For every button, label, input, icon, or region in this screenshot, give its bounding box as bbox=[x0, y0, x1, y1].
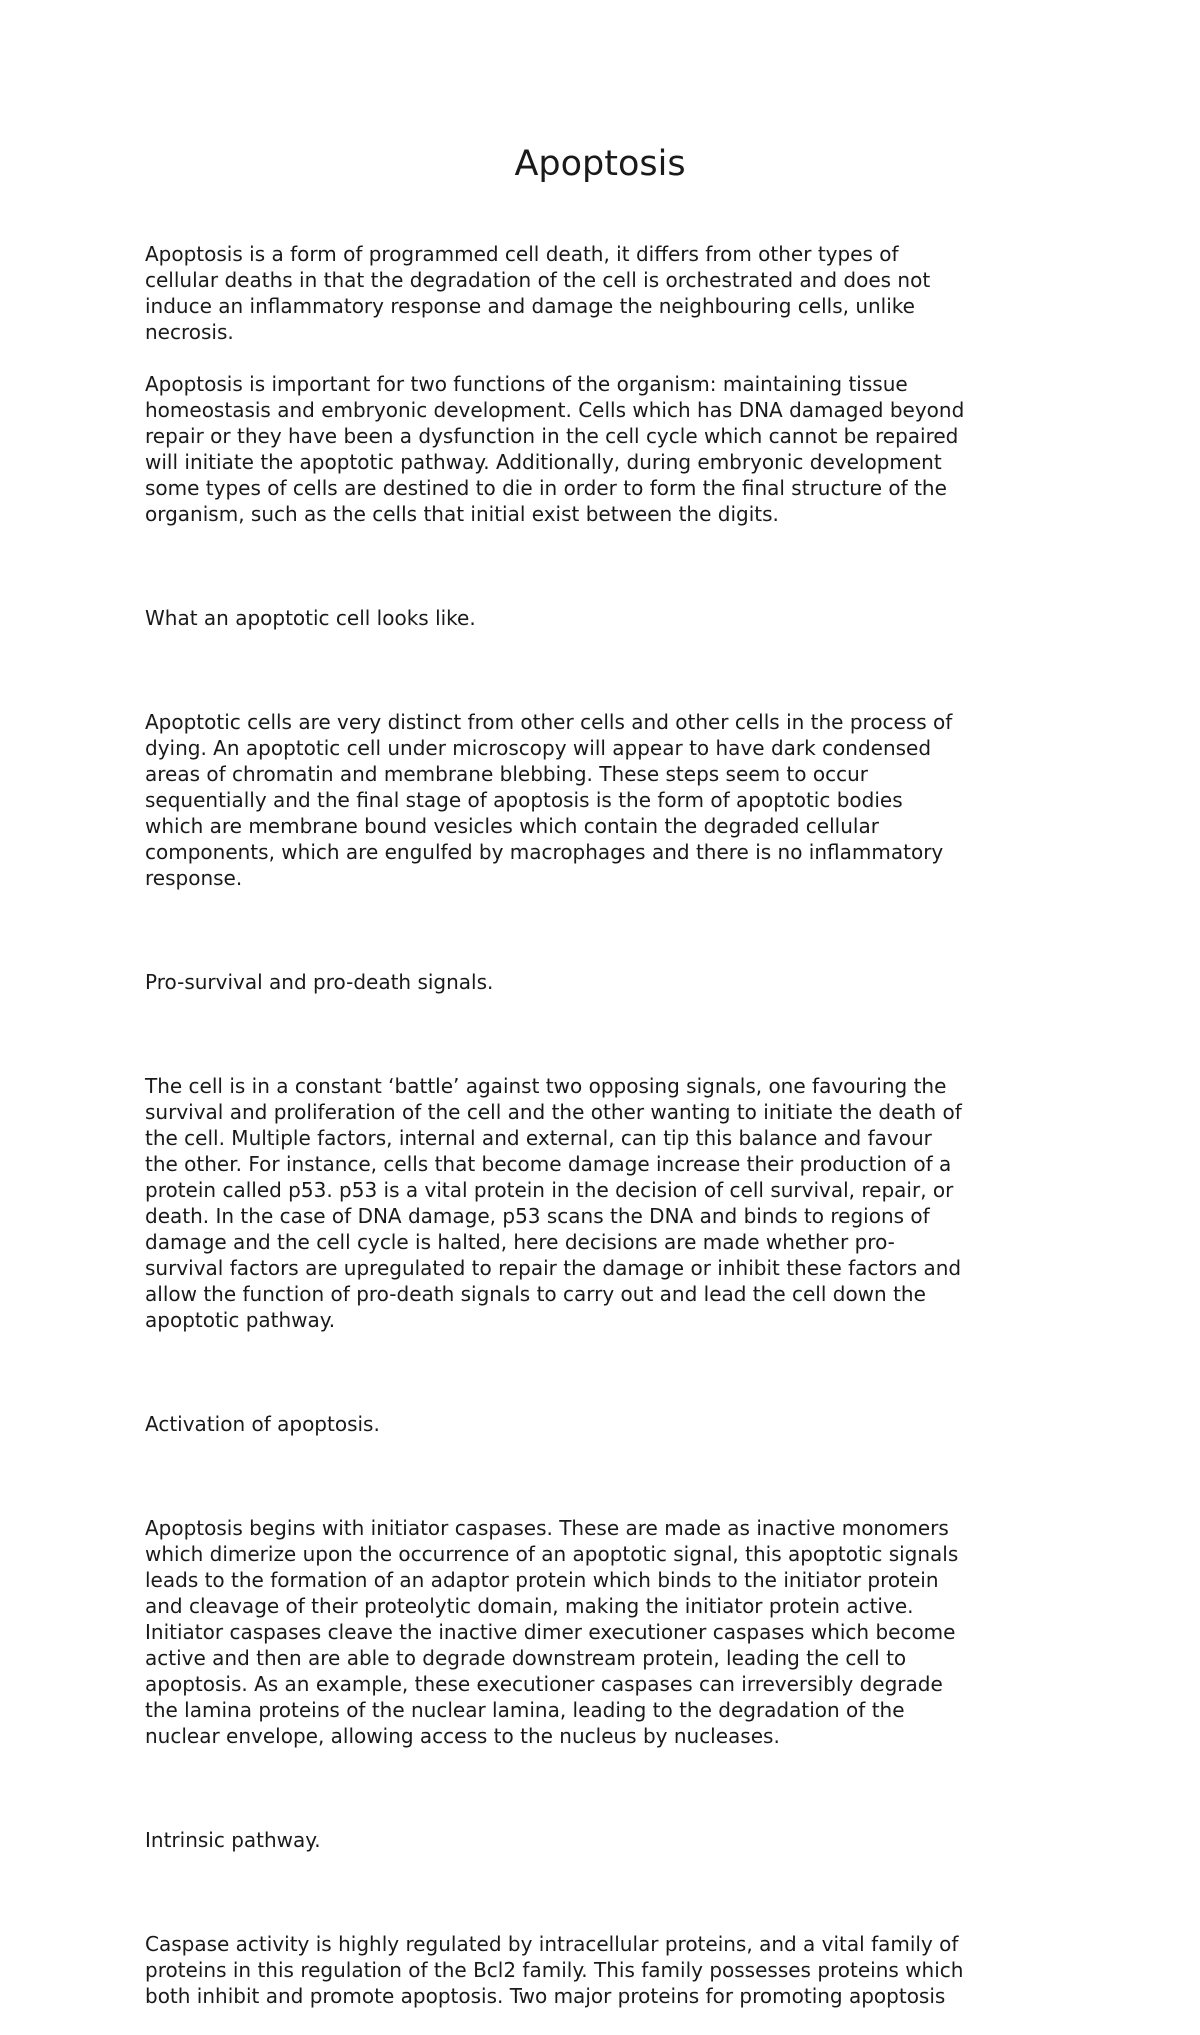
paragraph-spacer bbox=[145, 1879, 1085, 1905]
paragraph-activation: Apoptosis begins with initiator caspases. These are made as inactive monomers which dimerize upon the occurrence of an apoptotic signal, this apoptotic signals leads to the formation of an adaptor protein which binds to the initiator protein and cleavage of their proteolytic domain, making the initiator protein active. Initiator caspases cleave the inactive dimer executioner caspases which become active and then are able to degrade downstream protein, leading the cell to apoptosis. As an example, these executioner caspases can irreversibly degrade the lamina proteins of the nuclear lamina, leading to the degradation of the nuclear envelope, allowing access to the nucleus by nucleases. bbox=[145, 1516, 959, 1748]
document-title: Apoptosis bbox=[514, 144, 686, 184]
paragraph-spacer bbox=[145, 917, 1085, 943]
paragraph-spacer bbox=[145, 1775, 1085, 1801]
paragraph-intro: Apoptosis is a form of programmed cell death, it differs from other types of cellular deaths in that the degradation of the cell is orchestrated and does not induce an inflammatory response and damage the neighbouring cells, unlike necrosis. bbox=[145, 242, 931, 344]
paragraph-spacer bbox=[145, 553, 1085, 579]
section-heading-activation: Activation of apoptosis. bbox=[145, 1412, 380, 1436]
section-heading-apoptotic-cell: What an apoptotic cell looks like. bbox=[145, 606, 476, 630]
paragraph-intrinsic: Caspase activity is highly regulated by intracellular proteins, and a vital family of proteins in this regulation of the Bcl2 family. This family possesses proteins which both inhibit and promote apoptosis. Two major proteins for promoting apoptosis bbox=[145, 1932, 964, 2008]
paragraph-importance: Apoptosis is important for two functions of the organism: maintaining tissue homeostasis and embryonic development. Cells which has DNA damaged beyond repair or they have been a dysfunction in the cell cycle which cannot be repaired will initiate the apoptotic pathway. Additionally, during embryonic development some types of cells are destined to die in order to form the final structure of the organism, such as the cells that initial exist between the digits. bbox=[145, 372, 965, 526]
document-body bbox=[145, 215, 1085, 2035]
paragraph-spacer bbox=[145, 657, 1085, 683]
paragraph-spacer bbox=[145, 1463, 1085, 1489]
section-heading-intrinsic: Intrinsic pathway. bbox=[145, 1828, 321, 1852]
paragraph-spacer bbox=[145, 1021, 1085, 1047]
section-heading-signals: Pro-survival and pro-death signals. bbox=[145, 970, 494, 994]
paragraph-signals: The cell is in a constant ‘battle’ against two opposing signals, one favouring the survival and proliferation of the cell and the other wanting to initiate the death of the cell. Multiple factors, internal and external, can tip this balance and favour the other. For instance, cells that become damage increase their production of a protein called p53. p53 is a vital protein in the decision of cell survival, repair, or death. In the case of DNA damage, p53 scans the DNA and binds to regions of damage and the cell cycle is halted, here decisions are made whether pro- survival factors are upregulated to repair the damage or inhibit these factors and allow the function of pro-death signals to carry out and lead the cell down the apoptotic pathway. bbox=[145, 1074, 962, 1332]
paragraph-spacer bbox=[145, 1359, 1085, 1385]
paragraph-apoptotic-cell: Apoptotic cells are very distinct from other cells and other cells in the process of dying. An apoptotic cell under microscopy will appear to have dark condensed areas of chromatin and membrane blebbing. These steps seem to occur sequentially and the final stage of apoptosis is the form of apoptotic bodies which are membrane bound vesicles which contain the degraded cellular components, which are engulfed by macrophages and there is no inflammatory response. bbox=[145, 710, 953, 890]
